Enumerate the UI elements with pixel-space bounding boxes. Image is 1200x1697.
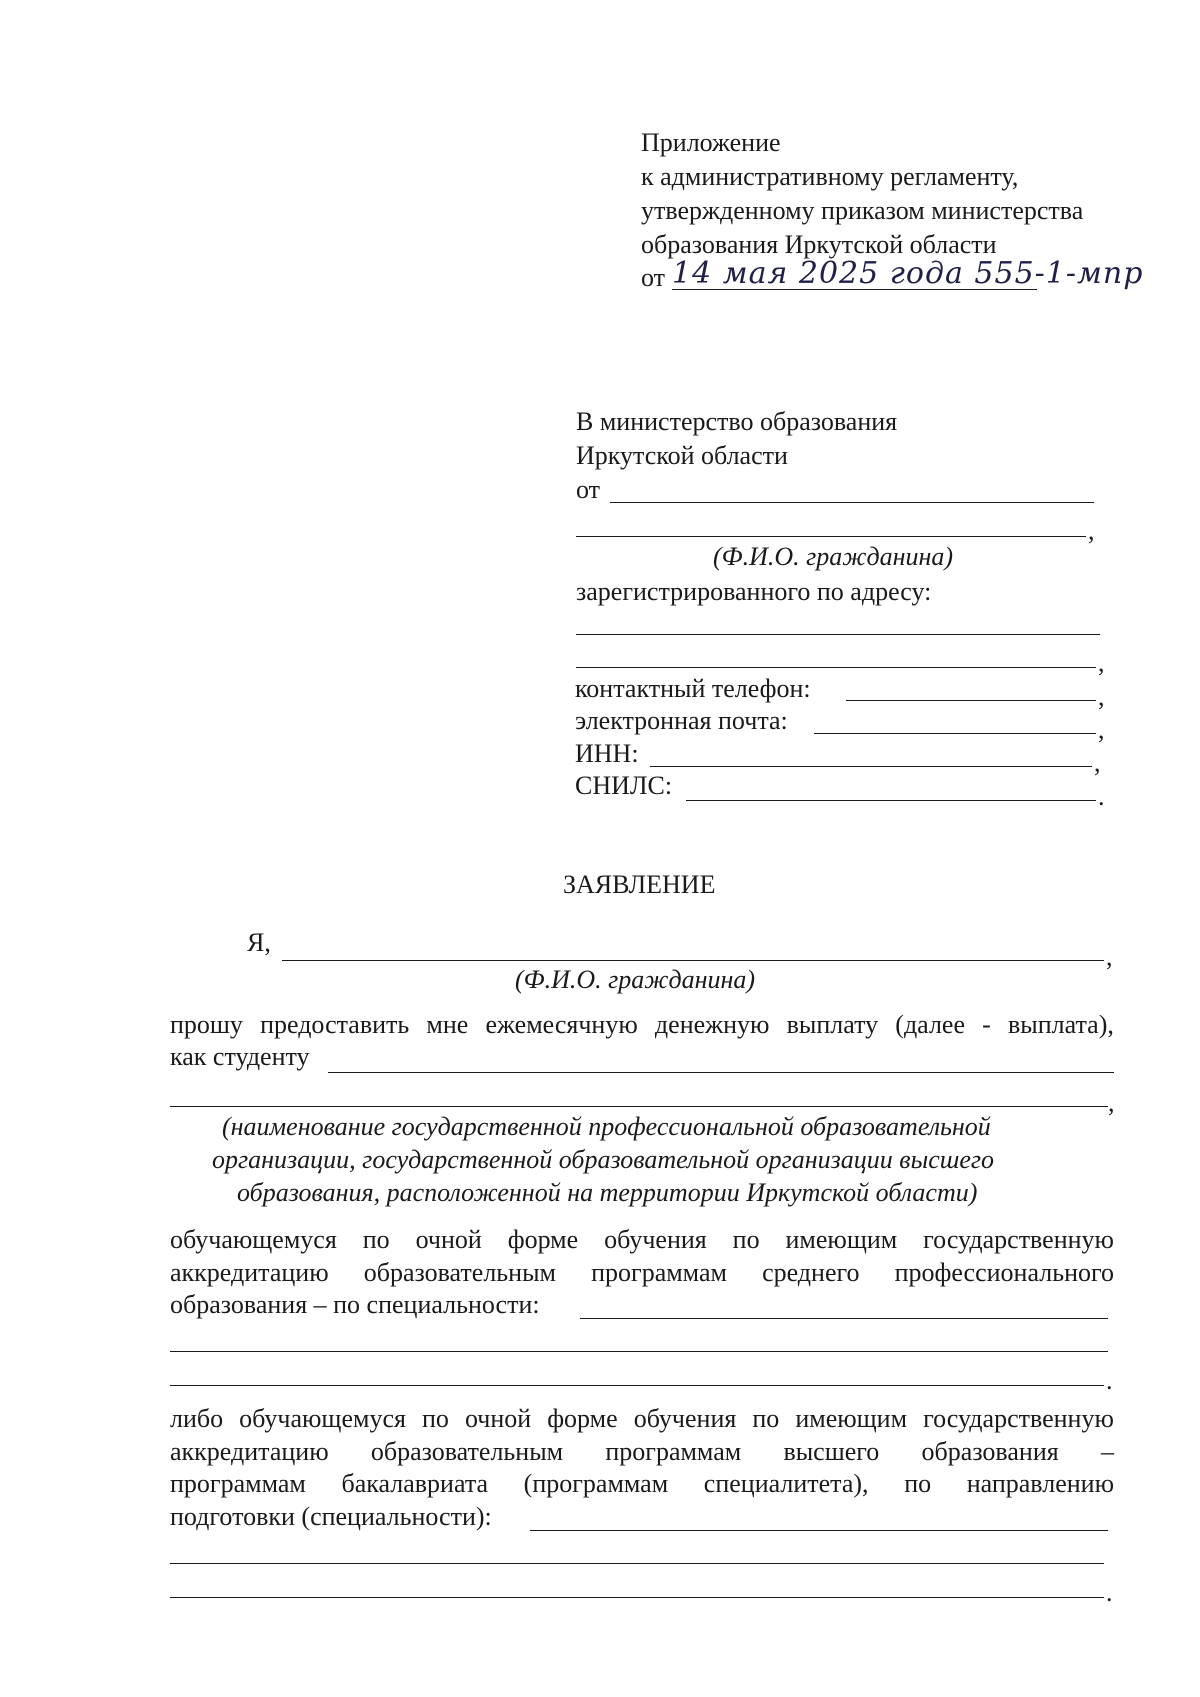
- org-caption-line-3: образования, расположенной на территории Иркутской области): [237, 1178, 978, 1207]
- spo-line-2-text-word: аккредитацию: [170, 1258, 329, 1287]
- addressee-fio-caption: (Ф.И.О. гражданина): [713, 542, 954, 571]
- vo-line-1-text-word: обучения: [633, 1404, 737, 1433]
- vo-line-1-text-word: либо: [170, 1404, 224, 1433]
- institution-field-1[interactable]: [328, 1072, 1114, 1073]
- request-line-1-text-word: выплату: [786, 1010, 879, 1039]
- spo-line-1-text-word: по: [362, 1225, 390, 1254]
- appendix-line-2: к административному регламенту,: [641, 162, 1019, 191]
- email-field[interactable]: [814, 733, 1096, 734]
- email-comma: ,: [1098, 715, 1105, 744]
- vo-line-1: [170, 1404, 1114, 1434]
- address-comma: ,: [1098, 648, 1105, 677]
- appendix-line-4: образования Иркутской области: [641, 230, 997, 259]
- vo-line-2-text-word: высшего: [783, 1437, 880, 1466]
- vo-line-2: [170, 1437, 1114, 1467]
- address-field-2[interactable]: [576, 667, 1096, 668]
- request-line-1-text-word: денежную: [654, 1010, 770, 1039]
- addressee-line-2: Иркутской области: [576, 441, 788, 470]
- vo-specialty-field-1[interactable]: [530, 1530, 1108, 1531]
- vo-period: .: [1106, 1578, 1113, 1607]
- snils-field[interactable]: [686, 800, 1096, 801]
- appendix-line-3: утвержденному приказом министерства: [641, 196, 1084, 225]
- statement-title: ЗАЯВЛЕНИЕ: [563, 870, 716, 899]
- vo-line-1-text-word: имеющим: [795, 1404, 908, 1433]
- statement-fio-comma: ,: [1106, 942, 1113, 971]
- appendix-line-1: Приложение: [641, 128, 781, 157]
- vo-line-3-text-word: специалитета),: [703, 1469, 869, 1498]
- spo-specialty-field-3[interactable]: [170, 1385, 1104, 1386]
- org-caption-line-2: организации, государственной образовательной организации высшего: [212, 1145, 995, 1174]
- vo-line-1-text-word: по: [421, 1404, 449, 1433]
- vo-specialty-field-2[interactable]: [170, 1563, 1104, 1564]
- vo-line-3: [170, 1469, 1114, 1499]
- vo-line-3-text-word: по: [904, 1469, 932, 1498]
- statement-fio-caption: (Ф.И.О. гражданина): [515, 965, 756, 994]
- inn-comma: ,: [1094, 748, 1101, 777]
- spo-line-1-text-word: имеющим: [785, 1225, 898, 1254]
- vo-line-2-text-word: –: [1100, 1437, 1114, 1466]
- request-line-1-text-word: выплата),: [1008, 1010, 1114, 1039]
- statement-fio-field[interactable]: [282, 960, 1104, 961]
- as-student-label: как студенту: [170, 1042, 310, 1071]
- vo-line-1-text-word: форме: [547, 1404, 618, 1433]
- spo-period: .: [1106, 1366, 1113, 1395]
- spo-line-1-text-word: форме: [507, 1225, 579, 1254]
- request-line-1-text-word: (далее: [895, 1010, 966, 1039]
- addressee-line-1: В министерство образования: [576, 407, 898, 436]
- applicant-name-field[interactable]: [610, 502, 1094, 503]
- spo-line-1-text-word: по: [732, 1225, 760, 1254]
- request-line-1-text-word: -: [982, 1010, 991, 1039]
- email-label: электронная почта:: [575, 706, 788, 735]
- request-line-1-text-word: предоставить: [260, 1010, 410, 1039]
- inn-field[interactable]: [650, 766, 1092, 767]
- request-line-1-text-word: мне: [426, 1010, 469, 1039]
- snils-label: СНИЛС:: [575, 771, 673, 800]
- institution-field-2[interactable]: [170, 1106, 1108, 1107]
- vo-line-3-text-word: бакалавриата: [341, 1469, 489, 1498]
- spo-line-1: [170, 1225, 1114, 1255]
- vo-line-2-text-word: программам: [605, 1437, 742, 1466]
- i-label: Я,: [247, 928, 271, 957]
- spo-specialty-label: образования – по специальности:: [170, 1290, 540, 1319]
- vo-line-2-text-word: образовательным: [370, 1437, 564, 1466]
- phone-comma: ,: [1098, 682, 1105, 711]
- spo-line-1-text-word: очной: [415, 1225, 482, 1254]
- snils-period: .: [1098, 782, 1105, 811]
- spo-line-2-text-word: программам: [591, 1258, 727, 1287]
- spo-line-1-text-word: государственную: [923, 1225, 1114, 1254]
- addressee-from-label: от: [576, 475, 601, 504]
- spo-line-2-text-word: среднего: [762, 1258, 860, 1287]
- org-caption-line-1: (наименование государственной профессиональной образовательной: [222, 1112, 991, 1141]
- institution-comma: ,: [1108, 1088, 1115, 1117]
- spo-line-2: [170, 1258, 1114, 1288]
- registered-address-label: зарегистрированного по адресу:: [576, 577, 932, 606]
- address-field-1[interactable]: [576, 634, 1100, 635]
- spo-specialty-field-1[interactable]: [580, 1318, 1108, 1319]
- appendix-from-label: от: [641, 263, 666, 292]
- request-line-1: [170, 1010, 1114, 1040]
- vo-specialty-field-3[interactable]: [170, 1597, 1104, 1598]
- spo-specialty-field-2[interactable]: [170, 1351, 1108, 1352]
- vo-line-3-text-word: программам: [170, 1469, 306, 1498]
- spo-line-1-text-word: обучающемуся: [170, 1225, 337, 1254]
- spo-line-2-text-word: образовательным: [363, 1258, 556, 1287]
- request-line-1-text-word: прошу: [170, 1010, 243, 1039]
- applicant-name-comma: ,: [1088, 516, 1095, 545]
- vo-line-1-text-word: государственную: [923, 1404, 1114, 1433]
- vo-specialty-label: подготовки (специальности):: [170, 1502, 492, 1531]
- request-line-1-text-word: ежемесячную: [485, 1010, 638, 1039]
- vo-line-1-text-word: обучающемуся: [239, 1404, 406, 1433]
- vo-line-3-text-word: (программам: [523, 1469, 669, 1498]
- inn-label: ИНН:: [575, 739, 639, 768]
- vo-line-1-text-word: по: [752, 1404, 780, 1433]
- applicant-name-field-2[interactable]: [576, 536, 1086, 537]
- phone-field[interactable]: [846, 700, 1096, 701]
- vo-line-2-text-word: образования: [921, 1437, 1059, 1466]
- vo-line-3-text-word: направлению: [966, 1469, 1114, 1498]
- spo-line-2-text-word: профессионального: [894, 1258, 1114, 1287]
- vo-line-1-text-word: очной: [464, 1404, 532, 1433]
- spo-line-1-text-word: обучения: [604, 1225, 707, 1254]
- phone-label: контактный телефон:: [575, 674, 811, 703]
- handwritten-date: 14 мая 2025 года 555-1-мпр: [672, 256, 1144, 291]
- vo-line-2-text-word: аккредитацию: [170, 1437, 329, 1466]
